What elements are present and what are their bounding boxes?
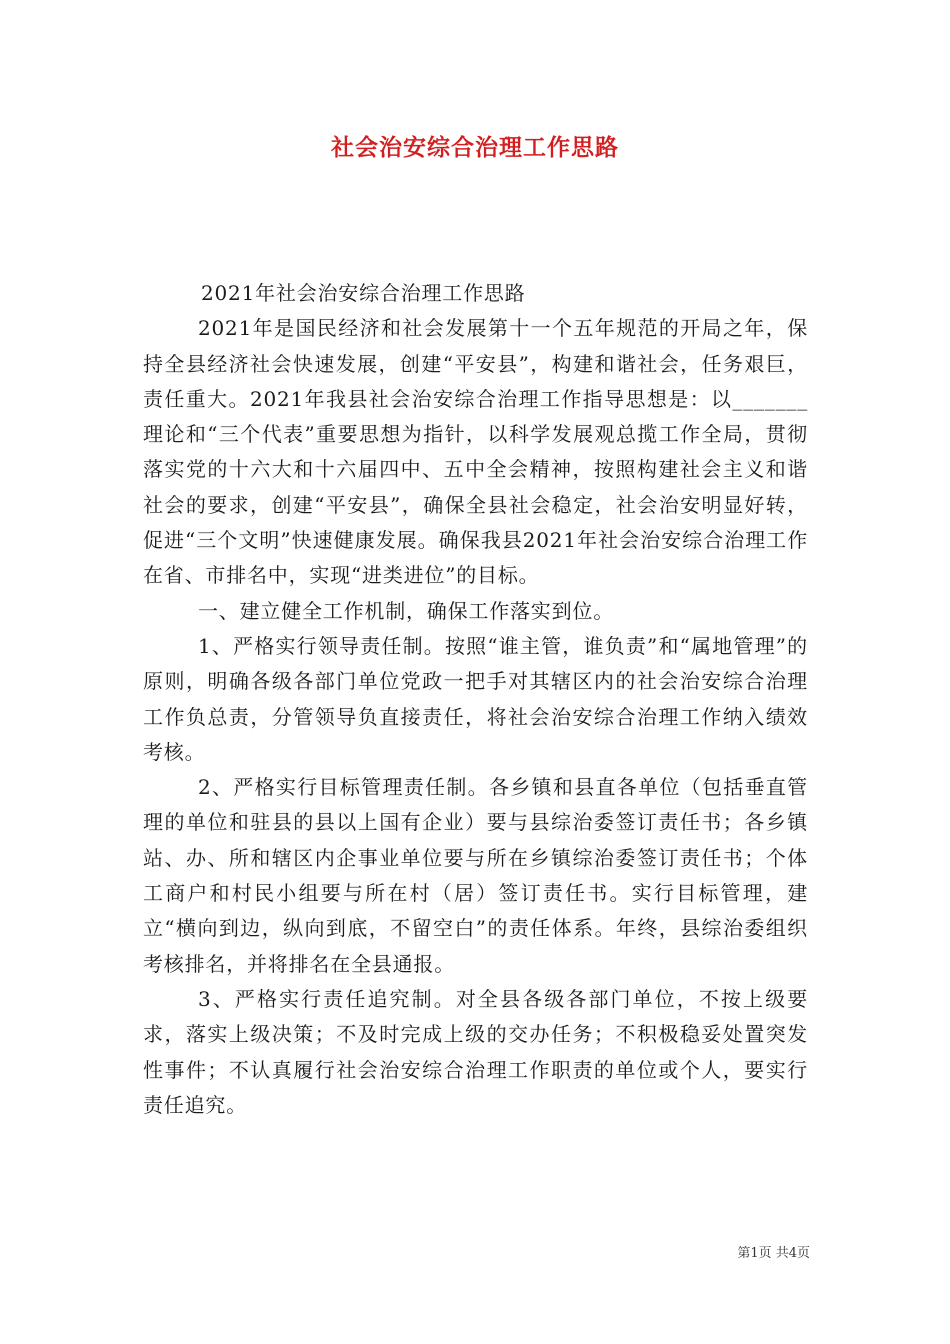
section-heading-1: 一、建立健全工作机制，确保工作落实到位。 [198,598,614,623]
document-body [143,276,808,1123]
paragraph-item-2: 2、严格实行目标管理责任制。各乡镇和县直各单位（包括垂直管理的单位和驻县的县以上国有企业）要与县综治委签订责任书；各乡镇站、办、所和辖区内企事业单位要与所在乡镇综治委签订责任书；个体工商户和村民小组要与所在村（居）签订责任书。实行目标管理，建立“横向到边，纵向到底，不留空白”的责任体系。年终，县综治委组织考核排名，并将排名在全县通报。 [143,775,808,976]
document-subtitle: 2021年社会治安综合治理工作思路 [201,281,526,305]
page-number: 第1页 共4页 [737,1246,810,1261]
paragraph-item-3: 3、严格实行责任追究制。对全县各级各部门单位，不按上级要求，落实上级决策；不及时完成上级的交办任务；不积极稳妥处置突发性事件；不认真履行社会治安综合治理工作职责的单位或个人，要实行责任追究。 [143,986,808,1117]
paragraph-item-1: 1、严格实行领导责任制。按照“谁主管，谁负责”和“属地管理”的原则，明确各级各部门单位党政一把手对其辖区内的社会治安综合治理工作负总责，分管领导负直接责任，将社会治安综合治理工作纳入绩效考核。 [143,633,808,764]
document-title: 社会治安综合治理工作思路 [331,134,619,161]
paragraph-intro: 2021年是国民经济和社会发展第十一个五年规范的开局之年，保持全县经济社会快速发展，创建“平安县”，构建和谐社会，任务艰巨，责任重大。2021年我县社会治安综合治理工作指导思想是：以_______理论和“三个代表”重要思想为指针，以科学发展观总揽工作全局，贯彻落实党的十六大和十六届四中、五中全会精神，按照构建社会主义和谐社会的要求，创建“平安县”，确保全县社会稳定，社会治安明显好转，促进“三个文明”快速健康发展。确保我县2021年社会治安综合治理工作在省、市排名中，实现“进类进位”的目标。 [143,316,808,588]
